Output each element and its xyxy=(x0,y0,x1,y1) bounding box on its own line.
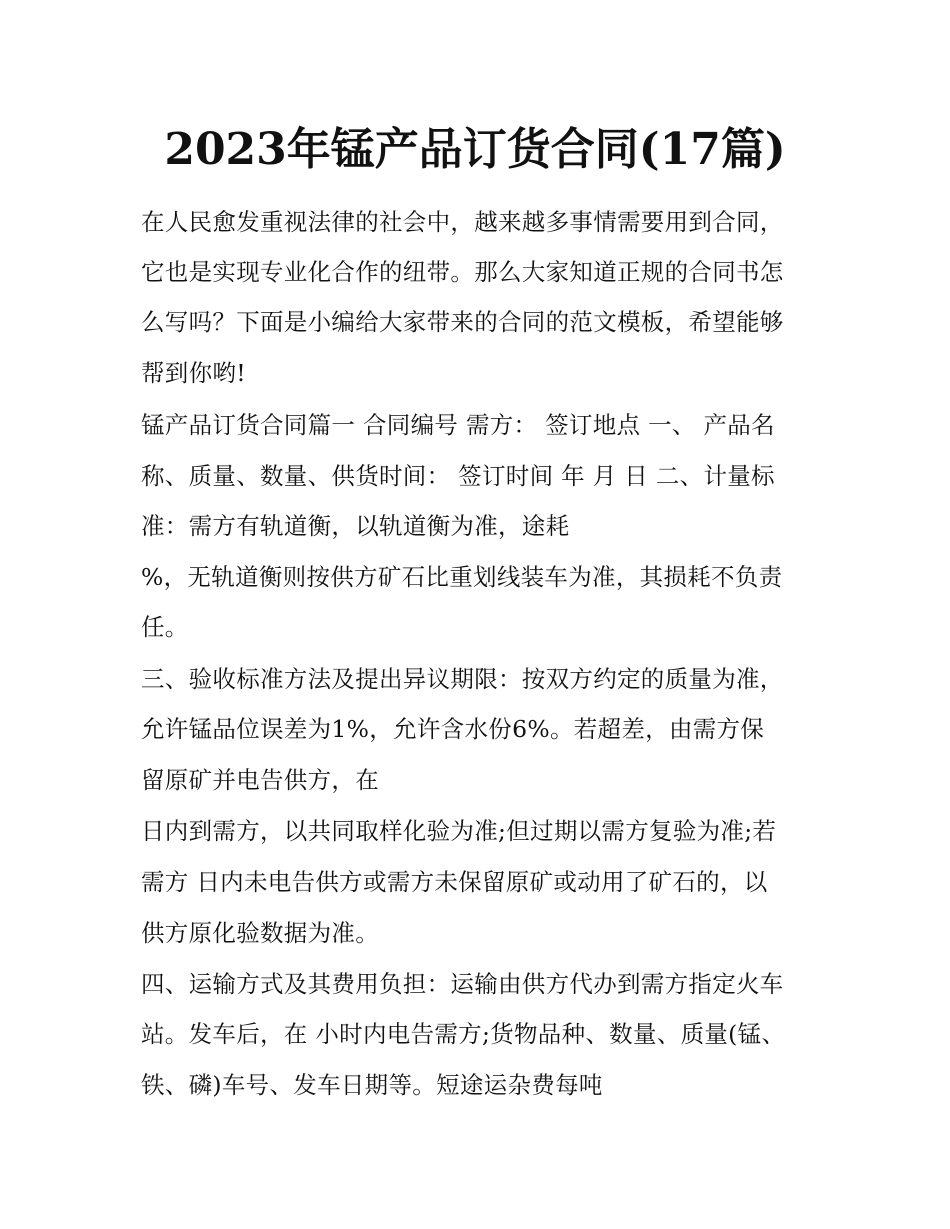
text-line: 准：需方有轨道衡，以轨道衡为准，途耗 xyxy=(141,512,570,540)
text-line: 在人民愈发重视法律的社会中，越来越多事情需要用到合同， xyxy=(141,208,784,236)
text-line: 三、验收标准方法及提出异议期限：按双方约定的质量为准， xyxy=(141,665,784,693)
document-title: 2023年锰产品订货合同(17篇) xyxy=(164,124,786,175)
text-line: 留原矿并电告供方，在 xyxy=(141,766,379,794)
text-line: 任。 xyxy=(141,613,189,641)
text-line: 它也是实现专业化合作的纽带。那么大家知道正规的合同书怎 xyxy=(141,258,784,286)
text-line: 四、运输方式及其费用负担：运输由供方代办到需方指定火车 xyxy=(141,970,784,998)
text-line: 锰产品订货合同篇一 合同编号 需方： 签订地点 一、 产品名 xyxy=(141,411,775,439)
text-line: 需方 日内未电告供方或需方未保留原矿或动用了矿石的，以 xyxy=(141,868,768,896)
text-line: 允许锰品位误差为1%，允许含水份6%。若超差，由需方保 xyxy=(141,715,765,743)
text-line: 日内到需方，以共同取样化验为准;但过期以需方复验为准;若 xyxy=(141,817,777,845)
text-line: 铁、磷)车号、发车日期等。短途运杂费每吨 xyxy=(141,1071,603,1099)
text-line: 么写吗？下面是小编给大家带来的合同的范文模板，希望能够 xyxy=(141,308,784,336)
text-line: 供方原化验数据为准。 xyxy=(141,919,379,947)
text-line: 站。发车后，在 小时内电告需方;货物品种、数量、质量(锰、 xyxy=(141,1020,786,1048)
text-line: 称、质量、数量、供货时间： 签订时间 年 月 日 二、计量标 xyxy=(141,462,775,490)
text-line: 帮到你哟! xyxy=(141,359,246,387)
text-line: %，无轨道衡则按供方矿石比重划线装车为准，其损耗不负责 xyxy=(141,563,783,591)
